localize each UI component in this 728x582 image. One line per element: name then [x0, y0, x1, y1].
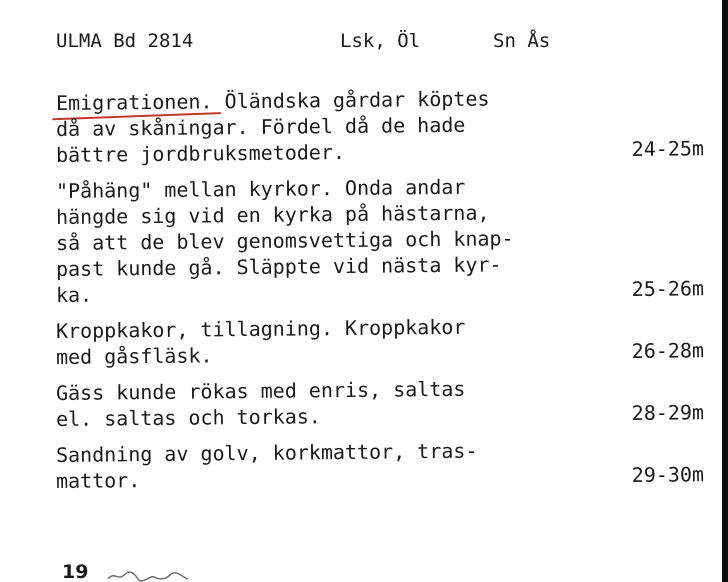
entry-line: mattor. 29-30m — [55, 462, 705, 493]
card-number: 19 — [62, 561, 89, 582]
entry-line: hängde sig vid en kyrka på hästarna, — [55, 200, 490, 229]
entry-line: då av skåningar. Fördel då de hade — [55, 112, 466, 141]
entry-line: ka. 25-26m — [55, 276, 705, 307]
card-footer — [62, 561, 262, 582]
archive-reference: ULMA Bd 2814 — [56, 30, 194, 52]
topic-heading: Emigrationen. — [56, 88, 213, 116]
entry-line: Kroppkakor, tillagning. Kroppkakor — [55, 314, 466, 343]
entry-line: past kunde gå. Släppte vid nästa kyr- — [55, 252, 502, 281]
entry-line: "Påhäng" mellan kyrkor. Onda andar — [55, 174, 466, 203]
entry-sandning — [55, 438, 705, 494]
page-range: 28-29m — [631, 400, 705, 425]
page-range: 29-30m — [631, 462, 705, 487]
page-range: 25-26m — [631, 276, 705, 301]
page-range: 26-28m — [631, 338, 705, 363]
place-label: Sn Ås — [493, 30, 551, 52]
entry-pahang — [55, 174, 705, 308]
entry-line: så att de blev genomsvettiga och knap- — [55, 226, 514, 255]
entry-line: el. saltas och torkas. 28-29m — [55, 400, 705, 431]
entry-line: med gåsfläsk. 26-28m — [55, 338, 705, 369]
card-header — [56, 30, 676, 60]
handwritten-signature — [106, 569, 226, 582]
entries-list — [55, 86, 705, 504]
parish-label: Lsk, Öl — [340, 30, 421, 52]
page-range: 24-25m — [631, 136, 705, 161]
entry-line-text: Öländska gårdar köptes — [224, 86, 490, 114]
entry-line: Gäss kunde rökas med enris, saltas — [55, 376, 466, 405]
entry-line: Sandning av golv, korkmattor, tras- — [55, 438, 478, 467]
entry-gass — [55, 376, 705, 432]
entry-kroppkakor — [55, 314, 705, 370]
entry-line: bättre jordbruksmetoder. 24-25m — [55, 136, 705, 167]
entry-emigration — [55, 86, 705, 168]
